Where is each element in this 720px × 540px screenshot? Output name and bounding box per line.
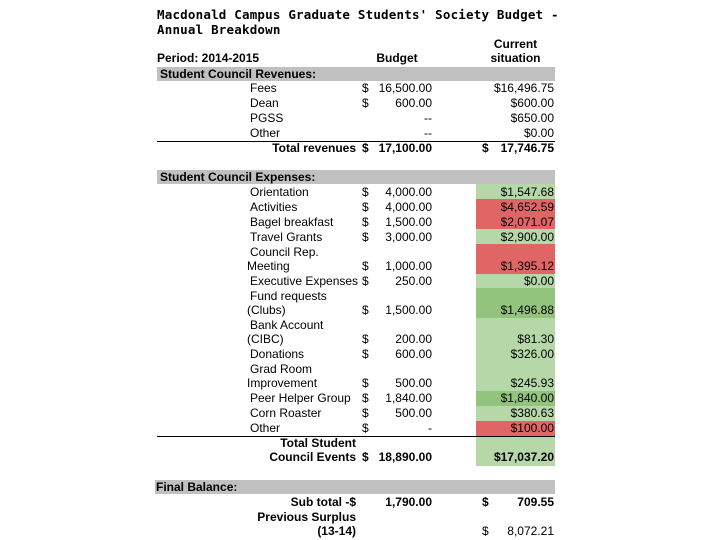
currency-symbol: $ — [362, 376, 369, 390]
budget-column-header: Budget — [376, 51, 418, 65]
row-label: Donations — [250, 347, 305, 361]
budget-value: -- — [424, 126, 432, 140]
budget-value: 200.00 — [395, 332, 432, 346]
current-value: $0.00 — [523, 274, 554, 288]
row-label: (CIBC) — [247, 332, 284, 346]
budget-value: - — [428, 421, 432, 435]
currency-symbol: $ — [362, 96, 369, 110]
current-value: $100.00 — [510, 421, 554, 435]
budget-value: 1,000.00 — [385, 259, 432, 273]
row-label: Executive Expenses — [250, 274, 359, 288]
expenses-total-rule — [157, 436, 555, 437]
current-value: $600.00 — [510, 96, 554, 110]
row-label: Other — [250, 421, 281, 435]
row-label: PGSS — [250, 111, 284, 125]
current-value: $1,496.88 — [500, 303, 554, 317]
currency-symbol: $ — [362, 215, 369, 229]
current-value: $2,900.00 — [500, 230, 554, 244]
total-label-line1: Total Student — [280, 436, 356, 450]
budget-value: 1,840.00 — [385, 391, 432, 405]
row-label-line1: Grad Room — [250, 362, 313, 376]
currency-symbol: $ — [362, 230, 369, 244]
currency-symbol: $ — [362, 141, 369, 155]
currency-symbol: $ — [362, 347, 369, 361]
current-value: $326.00 — [510, 347, 554, 361]
row-label: Fees — [250, 81, 277, 95]
currency-symbol: $ — [362, 185, 369, 199]
period-label: Period: 2014-2015 — [157, 51, 260, 65]
row-label: Orientation — [250, 185, 309, 199]
budget-value: 1,500.00 — [385, 215, 432, 229]
revenues-section-header — [157, 67, 555, 81]
previous-surplus-current: 8,072.21 — [507, 524, 554, 538]
row-label: Other — [250, 126, 281, 140]
row-label: Activities — [250, 200, 298, 214]
budget-value: 600.00 — [395, 347, 432, 361]
page-title: Macdonald Campus Graduate Students' Society Budget - Annual Breakdown — [157, 7, 559, 37]
currency-symbol: $ — [362, 406, 369, 420]
currency-symbol: $ — [362, 200, 369, 214]
row-label: Meeting — [247, 259, 290, 273]
expenses-section-header — [157, 170, 555, 184]
current-value: $1,547.68 — [500, 185, 554, 199]
current-column-header-line1: Current — [493, 37, 538, 51]
row-label: (Clubs) — [247, 303, 286, 317]
row-label-line1: Fund requests — [250, 289, 327, 303]
row-label: Improvement — [247, 376, 318, 390]
budget-value: 600.00 — [395, 96, 432, 110]
currency-symbol: $ — [362, 450, 369, 464]
subtotal-label: Sub total -$ — [290, 495, 356, 509]
row-label: Travel Grants — [250, 230, 323, 244]
row-label: Dean — [250, 96, 279, 110]
final-balance-label: Final Balance: — [156, 480, 238, 494]
current-value: $650.00 — [510, 111, 554, 125]
total-revenues-current: 17,746.75 — [500, 141, 554, 155]
total-revenues-label: Total revenues — [272, 141, 356, 155]
current-value: $81.30 — [517, 332, 554, 346]
current-value: $380.63 — [510, 406, 554, 420]
current-value: $245.93 — [510, 376, 554, 390]
total-expenses-budget: 18,890.00 — [378, 450, 432, 464]
budget-value: 1,500.00 — [385, 303, 432, 317]
budget-value: 4,000.00 — [385, 200, 432, 214]
currency-symbol: $ — [362, 332, 369, 346]
currency-symbol: $ — [362, 259, 369, 273]
current-value: $16,496.75 — [493, 81, 554, 95]
budget-value: 250.00 — [395, 274, 432, 288]
budget-value: 16,500.00 — [378, 81, 432, 95]
row-label: Peer Helper Group — [250, 391, 351, 405]
total-expenses-current: $17,037.20 — [493, 450, 554, 464]
row-label-line1: Council Rep. — [250, 245, 319, 259]
total-label: Council Events — [269, 450, 356, 464]
currency-symbol: $ — [362, 81, 369, 95]
currency-symbol: $ — [362, 274, 369, 288]
current-column-header-line2: situation — [490, 51, 541, 65]
row-label-line1: Bank Account — [250, 318, 324, 332]
current-value: $0.00 — [523, 126, 554, 140]
budget-value: 500.00 — [395, 406, 432, 420]
current-value: $4,652.59 — [500, 200, 554, 214]
currency-symbol: $ — [482, 141, 489, 155]
previous-surplus-label: (13-14) — [317, 524, 356, 538]
subtotal-budget: 1,790.00 — [385, 495, 432, 509]
row-label: Bagel breakfast — [250, 215, 334, 229]
current-value: $2,071.07 — [500, 215, 554, 229]
revenues-section-label: Student Council Revenues: — [160, 67, 317, 81]
currency-symbol: $ — [362, 421, 369, 435]
previous-surplus-label-line1: Previous Surplus — [257, 510, 356, 524]
budget-value: -- — [424, 111, 432, 125]
currency-symbol: $ — [362, 391, 369, 405]
currency-symbol: $ — [482, 495, 489, 509]
total-revenues-budget: 17,100.00 — [378, 141, 432, 155]
expenses-section-label: Student Council Expenses: — [160, 170, 316, 184]
budget-value: 3,000.00 — [385, 230, 432, 244]
budget-value: 500.00 — [395, 376, 432, 390]
currency-symbol: $ — [362, 303, 369, 317]
row-label: Corn Roaster — [250, 406, 322, 420]
final-balance-section-header — [155, 480, 555, 494]
current-value: $1,840.00 — [500, 391, 554, 405]
currency-symbol: $ — [482, 524, 489, 538]
subtotal-current: 709.55 — [517, 495, 554, 509]
current-value: $1,395.12 — [500, 259, 554, 273]
budget-value: 4,000.00 — [385, 185, 432, 199]
